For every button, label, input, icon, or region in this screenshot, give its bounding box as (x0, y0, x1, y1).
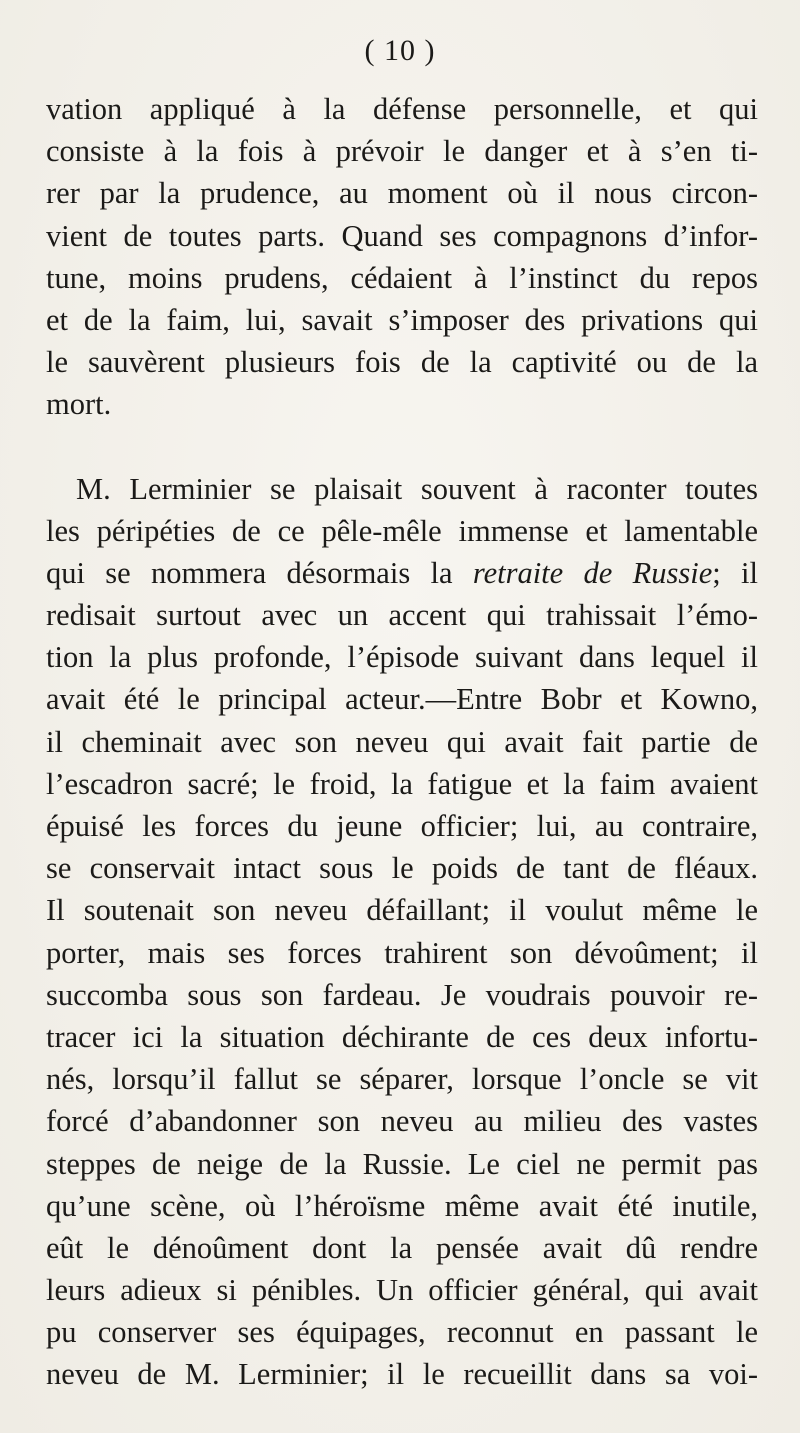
text-line: tracer ici la situation déchirante de ces deux infortu- (46, 1019, 758, 1054)
text-line: tune, moins prudens, cédaient à l’instinct du repos (46, 260, 758, 295)
text-line: tion la plus profonde, l’épisode suivant dans lequel il (46, 640, 758, 675)
page-number: ( 10 ) (364, 34, 436, 67)
text-line: steppes de neige de la Russie. Le ciel ne permit pas (46, 1146, 758, 1181)
text-segment: qui se nommera désormais la (46, 555, 473, 590)
text-line: porter, mais ses forces trahirent son dévoûment; il (46, 935, 758, 970)
text-line: succomba sous son fardeau. Je voudrais pouvoir re- (46, 977, 758, 1012)
text-line: neveu de M. Lerminier; il le recueillit dans sa voi- (46, 1357, 758, 1392)
text-line: eût le dénoûment dont la pensée avait dû rendre (46, 1230, 758, 1265)
body-text (46, 88, 758, 1396)
text-line-with-italic (46, 552, 758, 594)
text-line: forcé d’abandonner son neveu au milieu des vastes (46, 1104, 758, 1139)
italic-phrase: retraite de Russie (472, 555, 713, 590)
text-line: mort. (46, 387, 112, 422)
text-line: pu conserver ses équipages, reconnut en passant le (46, 1315, 758, 1350)
text-line: et de la faim, lui, savait s’imposer des privations qui (46, 302, 758, 337)
text-line: nés, lorsqu’il fallut se séparer, lorsque l’oncle se vit (46, 1062, 758, 1097)
text-line: redisait surtout avec un accent qui trahissait l’émo- (46, 598, 758, 633)
text-line: vation appliqué à la défense personnelle, et qui (46, 92, 758, 126)
paragraph-gap (46, 426, 758, 468)
text-line: avait été le principal acteur.—Entre Bobr et Kowno, (46, 682, 758, 717)
text-line: l’escadron sacré; le froid, la fatigue et la faim avaient (46, 766, 758, 801)
text-line: consiste à la fois à prévoir le danger et à s’en ti- (46, 134, 758, 169)
text-segment: ; il (712, 555, 758, 590)
text-line: il cheminait avec son neveu qui avait fait partie de (46, 724, 758, 759)
text-line: le sauvèrent plusieurs fois de la captivité ou de la (46, 345, 758, 380)
text-line: se conservait intact sous le poids de tant de fléaux. (46, 851, 758, 886)
text-line: les péripéties de ce pêle-mêle immense et lamentable (46, 513, 758, 548)
text-line: vient de toutes parts. Quand ses compagnons d’infor- (46, 218, 758, 253)
text-line: qu’une scène, où l’héroïsme même avait été inutile, (46, 1188, 758, 1223)
text-line: Il soutenait son neveu défaillant; il voulut même le (46, 893, 758, 928)
text-line: leurs adieux si pénibles. Un officier général, qui avait (46, 1273, 758, 1308)
paragraph-2 (46, 468, 758, 1396)
text-line: épuisé les forces du jeune officier; lui, au contraire, (46, 809, 758, 843)
text-line: M. Lerminier se plaisait souvent à raconter toutes (76, 471, 758, 506)
text-line: rer par la prudence, au moment où il nous circon- (46, 176, 758, 211)
paragraph-1 (46, 88, 758, 426)
